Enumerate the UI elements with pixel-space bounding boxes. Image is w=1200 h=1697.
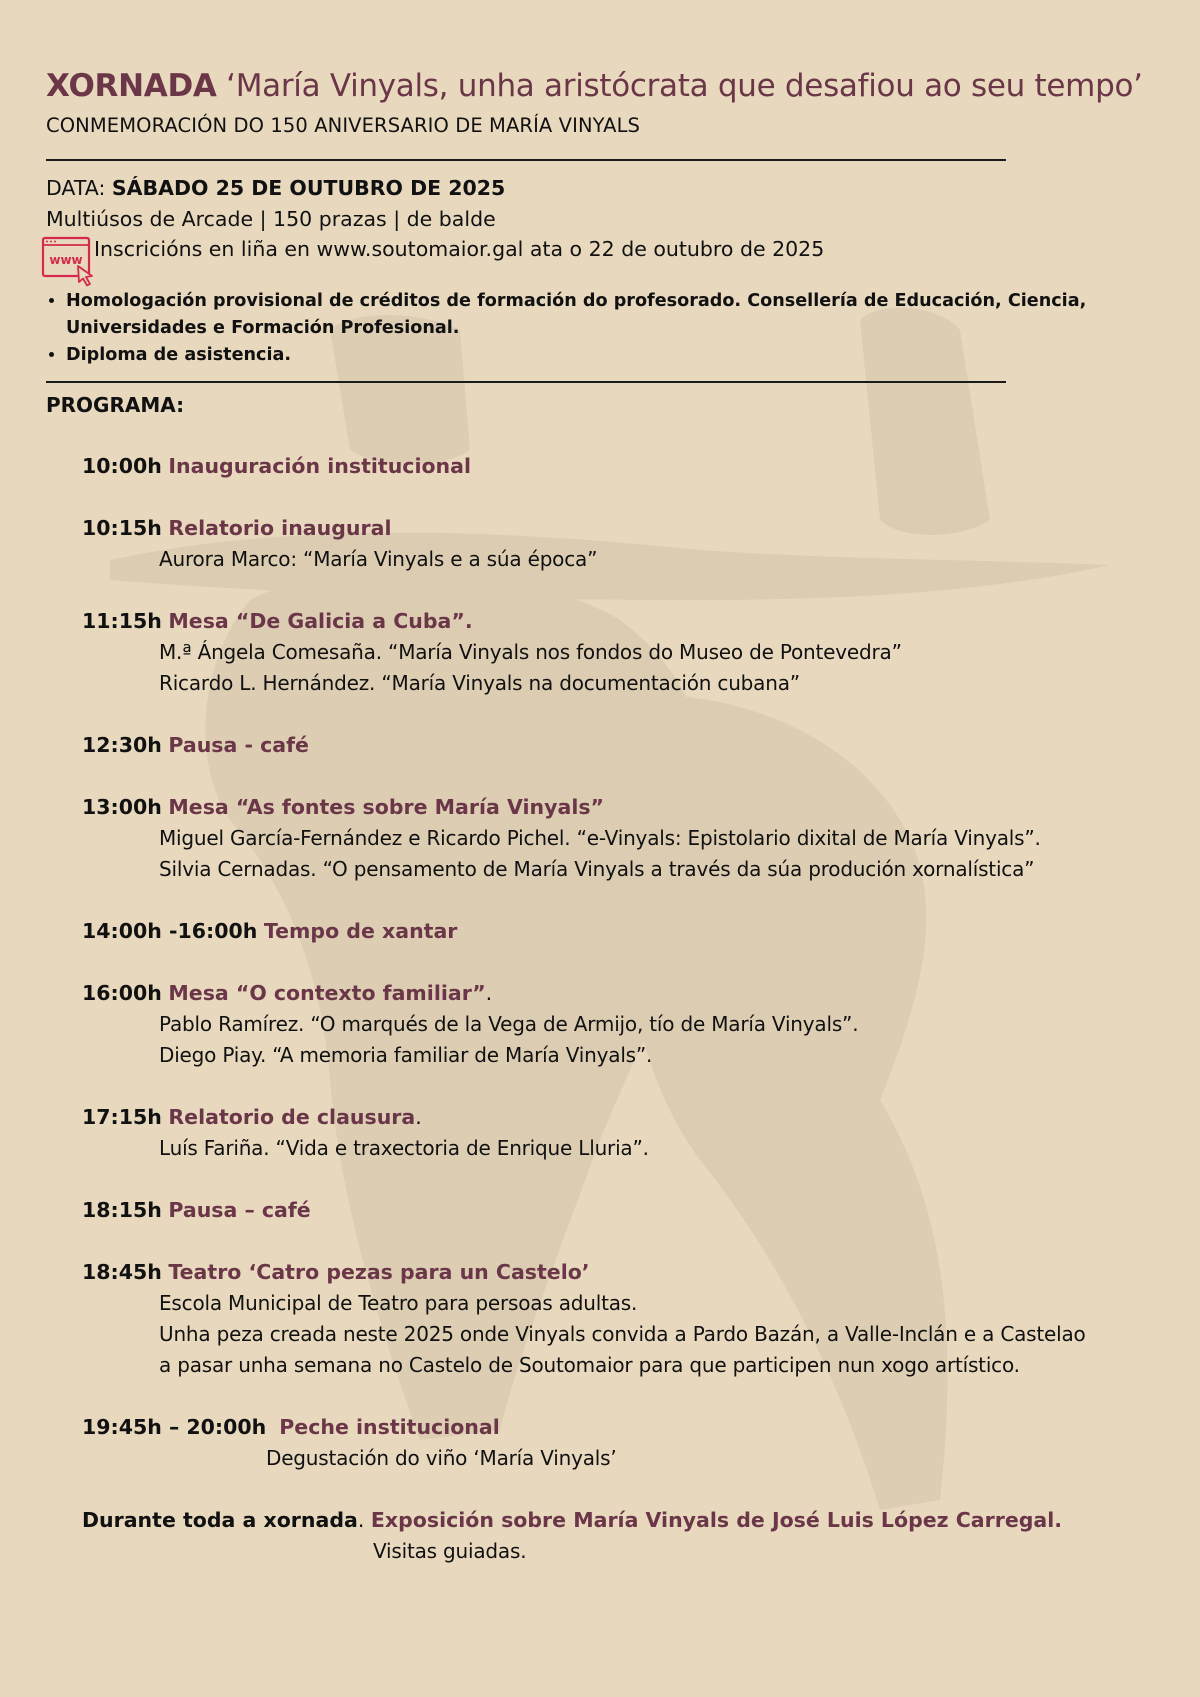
event-detail: a pasar unha semana no Castelo de Soutomaior para que participen nun xogo artístico. <box>159 1353 1020 1377</box>
svg-text:www: www <box>49 253 83 267</box>
event-title: Pausa – café <box>168 1198 311 1222</box>
divider-top <box>46 159 1006 161</box>
event-title: Exposición sobre María Vinyals de José Luis López Carregal. <box>370 1508 1063 1532</box>
title-rest: ‘María Vinyals, unha aristócrata que desafiou ao seu tempo’ <box>216 68 1143 104</box>
event-title: Tempo de xantar <box>263 919 458 943</box>
date-value: SÁBADO 25 DE OUTUBRO DE 2025 <box>111 176 506 200</box>
divider-bottom <box>46 381 1006 383</box>
event-time: Durante toda a xornada <box>82 1508 358 1532</box>
event-time: 18:15h <box>82 1198 162 1222</box>
date-prefix: DATA: <box>46 176 112 200</box>
benefit-item: • Diploma de asistencia. <box>66 342 1126 369</box>
program-event <box>82 916 1172 947</box>
event-separator: . <box>357 1508 371 1532</box>
event-detail: Aurora Marco: “María Vinyals e a súa época” <box>159 547 598 571</box>
event-title: Teatro ‘Catro pezas para un Castelo’ <box>168 1260 590 1284</box>
program-event <box>82 451 1172 482</box>
event-detail: M.ª Ángela Comesaña. “María Vinyals nos fondos do Museo de Pontevedra” <box>159 640 902 664</box>
event-detail: Silvia Cernadas. “O pensamento de María Vinyals a través da súa produción xornalística” <box>159 857 1035 881</box>
event-time: 17:15h <box>82 1105 162 1129</box>
event-time: 19:45h – 20:00h <box>82 1415 267 1439</box>
program-event <box>82 1102 1172 1164</box>
event-title-suffix: . <box>415 1105 422 1129</box>
title-bold: XORNADA <box>46 68 217 104</box>
event-detail: Luís Fariña. “Vida e traxectoria de Enrique Lluria”. <box>159 1136 649 1160</box>
event-title: Mesa “De Galicia a Cuba”. <box>168 609 473 633</box>
program-event <box>82 1257 1172 1381</box>
event-time: 13:00h <box>82 795 162 819</box>
event-detail: Visitas guiadas. <box>373 1539 527 1563</box>
registration-text: Inscricións en liña en www.soutomaior.gal ata o 22 de outubro de 2025 <box>94 237 825 261</box>
event-venue: Multiúsos de Arcade | 150 prazas | de balde <box>46 207 496 231</box>
program-event <box>82 1412 1172 1474</box>
event-title: Relatorio de clausura <box>168 1105 416 1129</box>
event-title: Mesa “As fontes sobre María Vinyals” <box>168 795 605 819</box>
event-title: Pausa - café <box>168 733 309 757</box>
event-title-suffix: . <box>485 981 493 1005</box>
program-event <box>82 1195 1172 1226</box>
event-time: 10:00h <box>82 454 162 478</box>
event-time: 10:15h <box>82 516 162 540</box>
benefit-item: • Homologación provisional de créditos de formación do profesorado. Consellería de Educación, Ciencia, Universidades e Formación Profesional. <box>66 288 1126 342</box>
event-detail: Pablo Ramírez. “O marqués de la Vega de Armijo, tío de María Vinyals”. <box>159 1012 859 1036</box>
event-detail: Ricardo L. Hernández. “María Vinyals na documentación cubana” <box>159 671 800 695</box>
event-date <box>46 176 505 200</box>
program-event <box>82 513 1172 575</box>
event-detail: Degustación do viño ‘María Vinyals’ <box>266 1446 617 1470</box>
event-detail: Escola Municipal de Teatro para persoas adultas. <box>159 1291 638 1315</box>
page-subtitle: CONMEMORACIÓN DO 150 ANIVERSARIO DE MARÍA VINYALS <box>46 114 641 137</box>
www-icon <box>40 236 96 288</box>
event-time: 14:00h -16:00h <box>82 919 258 943</box>
event-time: 11:15h <box>82 609 162 633</box>
event-detail: Diego Piay. “A memoria familiar de María Vinyals”. <box>159 1043 653 1067</box>
event-detail: Miguel García-Fernández e Ricardo Pichel. “e-Vinyals: Epistolario dixital de María Vinyals”. <box>159 826 1041 850</box>
program-event <box>82 792 1172 885</box>
event-time: 12:30h <box>82 733 162 757</box>
program-event <box>82 730 1172 761</box>
program-heading: PROGRAMA: <box>46 393 185 417</box>
event-title: Relatorio inaugural <box>168 516 392 540</box>
event-time: 18:45h <box>82 1260 162 1284</box>
event-time: 16:00h <box>82 981 162 1005</box>
program-event <box>82 978 1172 1071</box>
exhibition-event <box>82 1505 1172 1567</box>
event-title: Mesa “O contexto familiar” <box>168 981 486 1005</box>
event-detail: Unha peza creada neste 2025 onde Vinyals convida a Pardo Bazán, a Valle-Inclán e a Castelao <box>159 1322 1086 1346</box>
program-event <box>82 606 1172 699</box>
event-title: Inauguración institucional <box>168 454 472 478</box>
benefits-list <box>46 288 1126 369</box>
event-title: Peche institucional <box>279 1415 500 1439</box>
page-title <box>46 68 1143 104</box>
